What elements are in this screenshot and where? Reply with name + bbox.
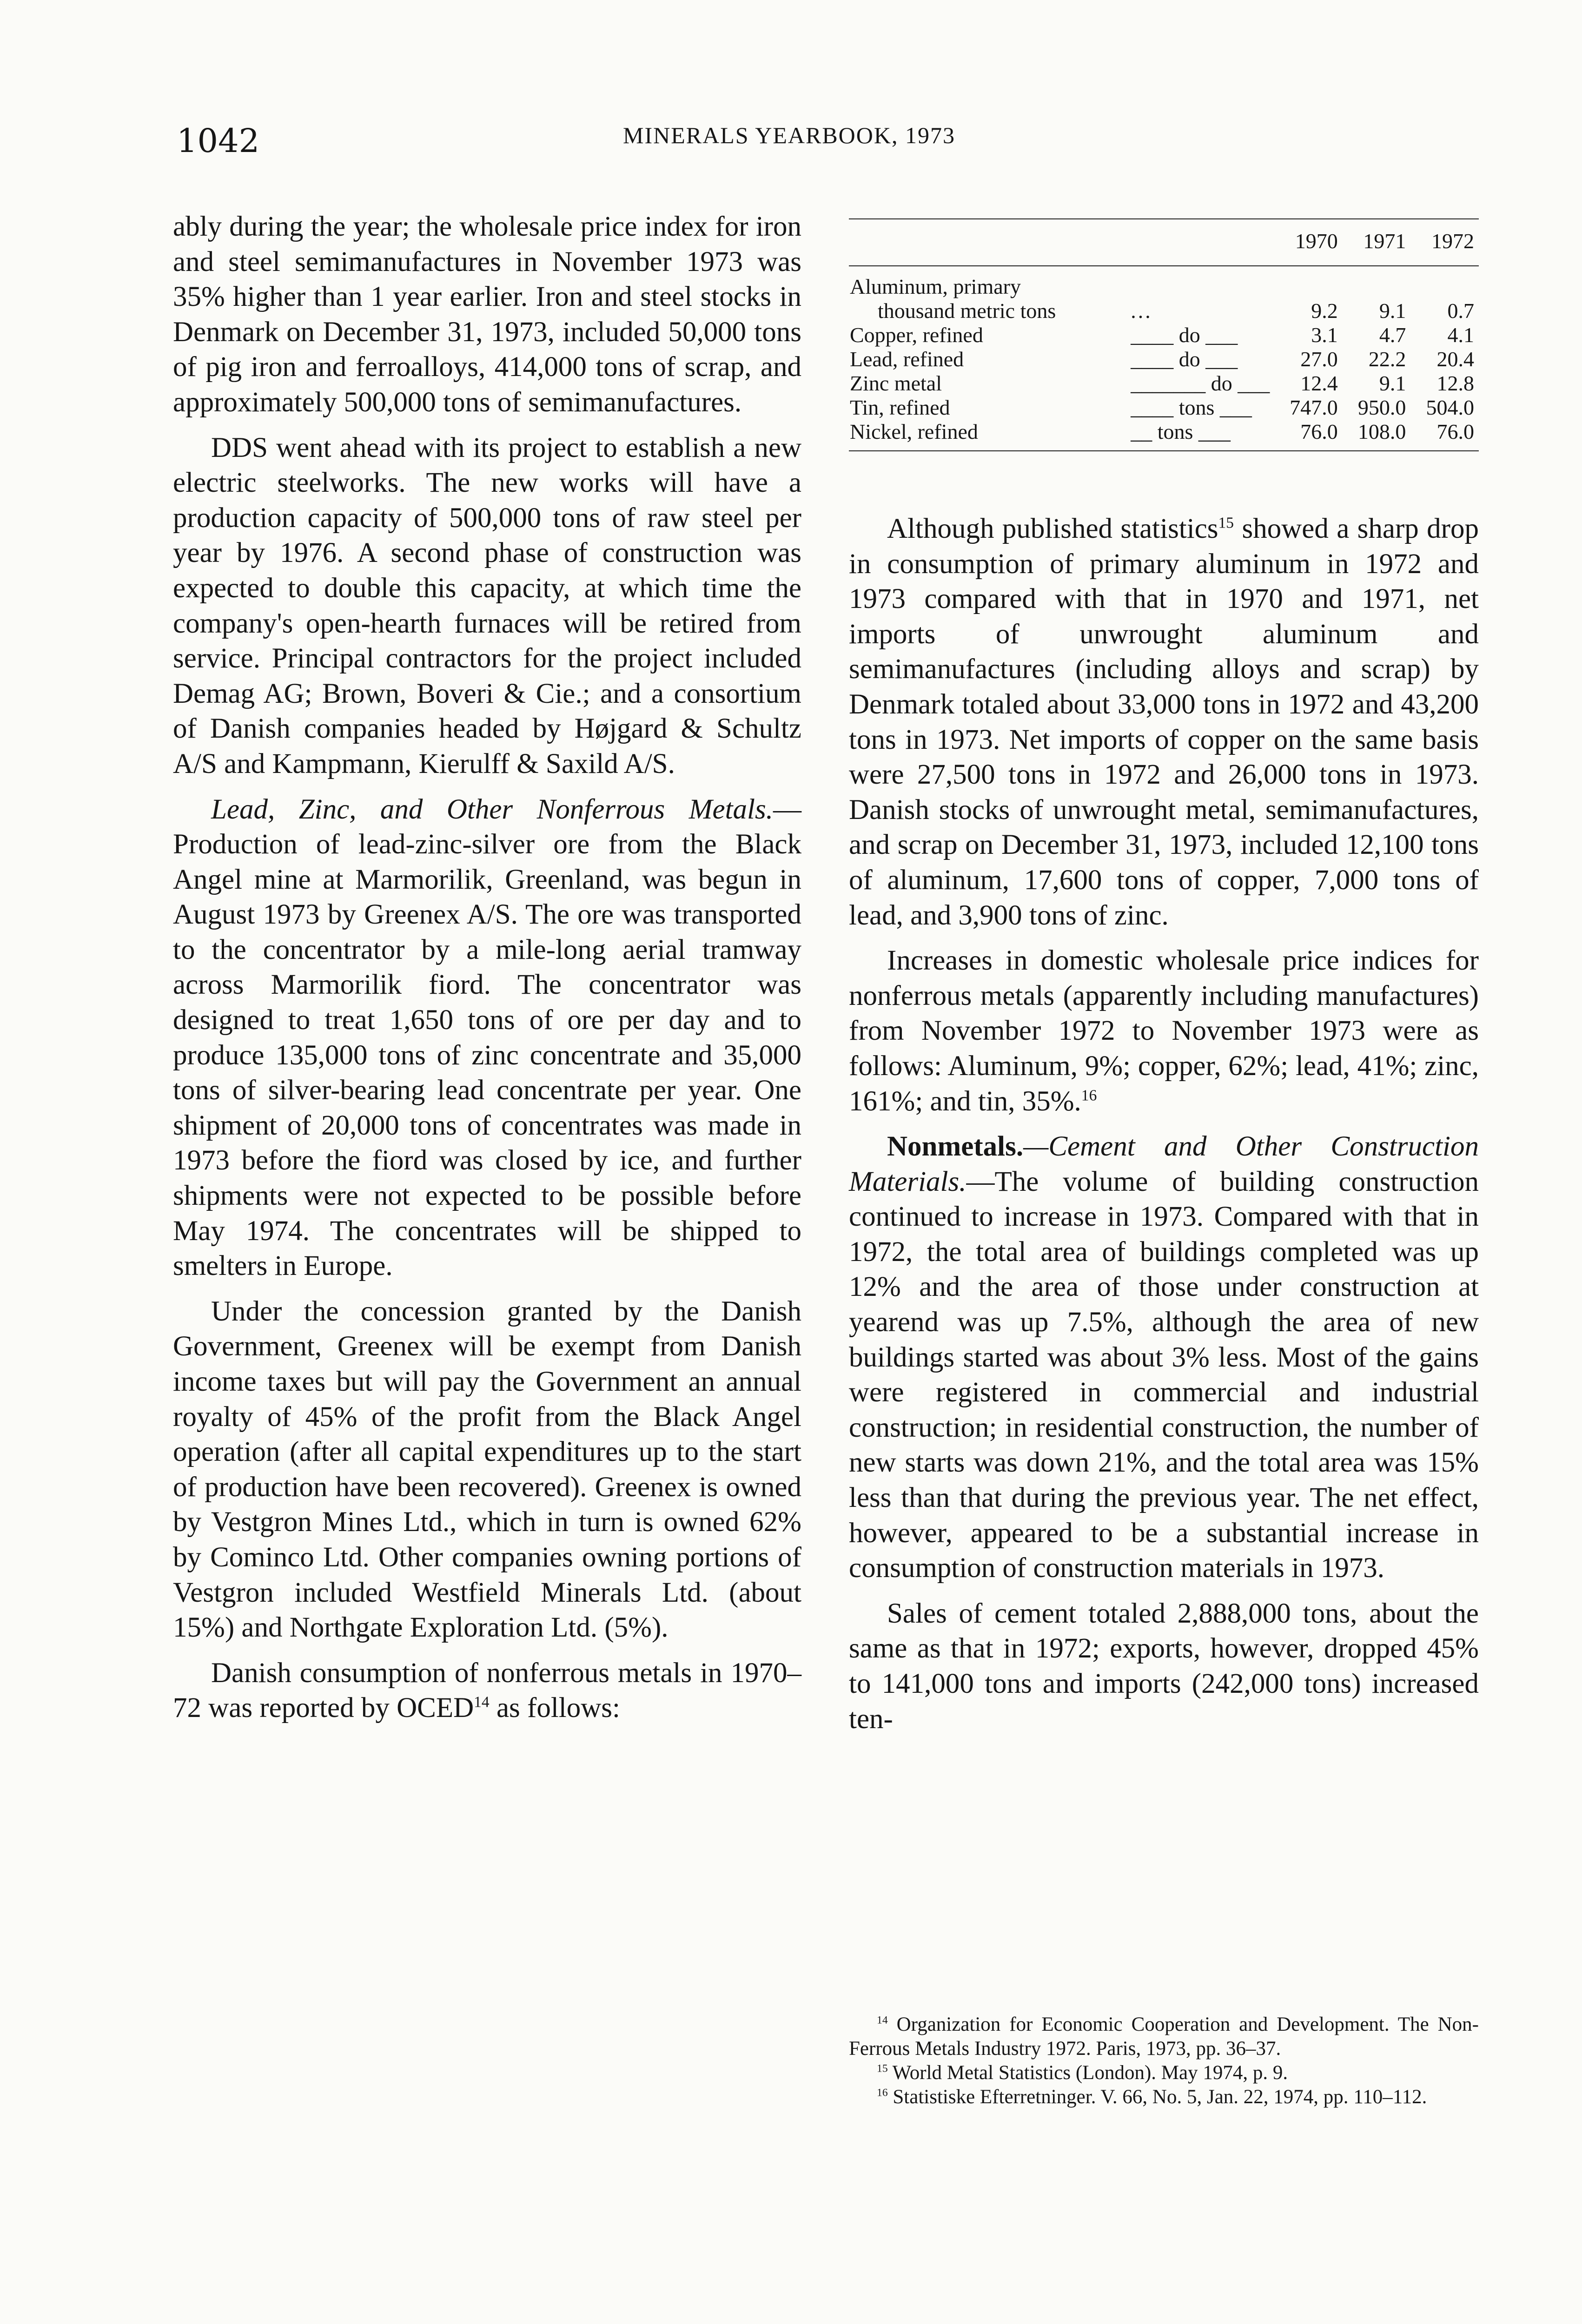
- column-header: 1971: [1343, 219, 1411, 266]
- footnote: [849, 2061, 1479, 2085]
- table-row: [849, 420, 1479, 451]
- row-label: Zinc metal: [850, 371, 942, 395]
- paragraph: DDS went ahead with its project to establish a new electric steelworks. The new works will have a production capacity of 500,000 tons of raw steel per year by 1976. A second phase of construction was expected to double this capacity, at which time the company's open-hearth furnaces will be retired from service. Principal contractors for the project included Demag AG; Brown, Boveri & Cie.; and a consortium of Danish companies headed by Højgard & Schultz A/S and Kampmann, Kierulff & Saxild A/S.: [173, 432, 801, 779]
- table-row: [849, 371, 1479, 396]
- cell-value: 27.0: [1300, 347, 1338, 371]
- footnote-number: 14: [877, 2014, 888, 2027]
- paragraph: [173, 1656, 801, 1726]
- footnote-ref: 16: [1081, 1087, 1097, 1104]
- paragraph: Under the concession granted by the Danish Government, Greenex will be exempt from Danish income taxes but will pay the Government an annual royalty of 45% of the profit from the Black Angel operation (after all capital expenditures up to the start of production have been recovered). Greenex is owned by Vestgron Mines Ltd., which in turn is owned 62% by Cominco Ltd. Other companies owning portions of Vestgron included Westfield Minerals Ltd. (about 15%) and Northgate Exploration Ltd. (5%).: [173, 1295, 801, 1644]
- cell-value: 12.4: [1300, 371, 1338, 395]
- row-label: Tin, refined: [850, 396, 950, 419]
- footnotes: [849, 2013, 1479, 2109]
- footnote-text: Organization for Economic Cooperation and Development. The Non-Ferrous Metals Industry 1972. Paris, 1973, pp. 36–37.: [849, 2014, 1479, 2060]
- footnote-ref: 14: [474, 1694, 490, 1711]
- right-column: [849, 511, 1479, 1736]
- paragraph-text: Although published statistics: [887, 513, 1218, 544]
- row-unit: ____ tons ___: [1131, 396, 1252, 419]
- table-row: [849, 299, 1479, 323]
- paragraph: [849, 1129, 1479, 1586]
- row-unit: ____ do ___: [1131, 347, 1238, 371]
- consumption-table: [849, 218, 1479, 451]
- footnote: [849, 2013, 1479, 2061]
- cell-value: 4.7: [1379, 323, 1406, 347]
- paragraph-text: Increases in domestic wholesale price indices for nonferrous metals (apparently including manufactures) from November 1972 to November 1973 were as follows: Aluminum, 9%; copper, 62%; lead, 41%; zinc, 161%; and tin, 35%.: [849, 945, 1479, 1117]
- row-label: Aluminum, primary: [850, 275, 1021, 298]
- row-unit: __ tons ___: [1126, 420, 1274, 451]
- paragraph: ably during the year; the wholesale price index for iron and steel semimanufactures in November 1973 was 35% higher than 1 year earlier. Iron and steel stocks in Denmark on December 31, 1973, included 50,000 tons of pig iron and ferroalloys, 414,000 tons of scrap, and approximately 500,000 tons of semimanufactures.: [173, 211, 801, 418]
- table-row: [849, 266, 1479, 299]
- paragraph: [173, 792, 801, 1284]
- cell-value: 76.0: [1410, 420, 1479, 451]
- cell-value: 504.0: [1426, 396, 1474, 419]
- cell-value: 4.1: [1447, 323, 1474, 347]
- row-label: Copper, refined: [850, 323, 983, 347]
- table-row: [849, 396, 1479, 420]
- paragraph-text: —The volume of building construction continued to increase in 1973. Compared with that in 1972, the total area of buildings completed was up 12% and the area of those under construction at yearend was up 7.5%, although the area of new buildings started was about 3% less. Most of the gains were registered in commercial and industrial construction; in residential construction, the number of new starts was down 21%, and the total area was 15% less than that during the previous year. The net effect, however, appeared to be a substantial increase in consumption of construction materials in 1973.: [849, 1166, 1479, 1584]
- footnote-number: 15: [877, 2062, 888, 2075]
- row-unit: ...: [1131, 299, 1152, 323]
- table-row: [849, 323, 1479, 347]
- cell-value: 9.2: [1311, 299, 1338, 323]
- section-heading: Nonmetals.: [887, 1131, 1024, 1162]
- cell-value: 20.4: [1436, 347, 1474, 371]
- section-heading: Lead, Zinc, and Other Nonferrous Metals.: [211, 793, 773, 825]
- cell-value: 9.1: [1379, 299, 1406, 323]
- cell-value: 108.0: [1343, 420, 1411, 451]
- row-unit: _______ do ___: [1131, 371, 1270, 395]
- row-label: Lead, refined: [850, 347, 964, 371]
- cell-value: 12.8: [1436, 371, 1474, 395]
- column-header: 1972: [1410, 219, 1479, 266]
- row-label: thousand metric tons: [878, 299, 1056, 323]
- footnote-number: 16: [877, 2086, 888, 2099]
- cell-value: 950.0: [1357, 396, 1406, 419]
- paragraph-text: —Production of lead-zinc-silver ore from the Black Angel mine at Marmorilik, Greenland, was begun in August 1973 by Greenex A/S. The ore was transported to the concentrator by a mile-long aerial tramway across Marmorilik fiord. The concentrator was designed to treat 1,650 tons of ore per day and to produce 135,000 tons of zinc concentrate and 35,000 tons of silver-bearing lead concentrate per year. One shipment of 20,000 tons of concentrates was made in 1973 before the fiord was closed by ice, and further shipments were not expected to be possible before May 1974. The concentrates will be shipped to smelters in Europe.: [173, 793, 801, 1282]
- paragraph-text: showed a sharp drop in consumption of primary aluminum in 1972 and 1973 compared with that in 1970 and 1971, net imports of unwrought aluminum and semimanufactures (including alloys and scrap) by Denmark totaled about 33,000 tons in 1972 and 43,200 tons in 1973. Net imports of copper on the same basis were 27,500 tons in 1972 and 26,000 tons in 1973. Danish stocks of unwrought metal, semimanufactures, and scrap on December 31, 1973, included 12,100 tons of aluminum, 17,600 tons of copper, 7,000 tons of lead, and 3,900 tons of zinc.: [849, 513, 1479, 931]
- cell-value: 0.7: [1447, 299, 1474, 323]
- table-row: [849, 347, 1479, 371]
- column-header: 1970: [1274, 219, 1343, 266]
- left-column: [173, 209, 801, 1726]
- paragraph-text: Danish consumption of nonferrous metals in 1970–72 was reported by OCED: [173, 1657, 801, 1724]
- cell-value: 9.1: [1379, 371, 1406, 395]
- running-title: MINERALS YEARBOOK, 1973: [623, 122, 955, 148]
- footnote-ref: 15: [1218, 514, 1234, 532]
- section-subheading: —Cement and Other Construction Materials.: [849, 1131, 1479, 1197]
- cell-value: 747.0: [1290, 396, 1338, 419]
- paragraph: [849, 943, 1479, 1119]
- paragraph: Sales of cement totaled 2,888,000 tons, about the same as that in 1972; exports, however, dropped 45% to 141,000 tons and imports (242,000 tons) increased ten-: [849, 1598, 1479, 1735]
- footnote-text: Statistiske Efterretninger. V. 66, No. 5, Jan. 22, 1974, pp. 110–112.: [887, 2086, 1427, 2108]
- row-unit: ____ do ___: [1131, 323, 1238, 347]
- page-number: 1042: [177, 122, 260, 160]
- cell-value: 22.2: [1368, 347, 1406, 371]
- cell-value: 76.0: [1274, 420, 1343, 451]
- paragraph: [849, 511, 1479, 933]
- footnote: [849, 2085, 1479, 2109]
- paragraph-text: as follows:: [489, 1692, 620, 1724]
- footnote-text: World Metal Statistics (London). May 1974, p. 9.: [887, 2062, 1288, 2084]
- row-label: Nickel, refined: [849, 420, 1126, 451]
- cell-value: 3.1: [1311, 323, 1338, 347]
